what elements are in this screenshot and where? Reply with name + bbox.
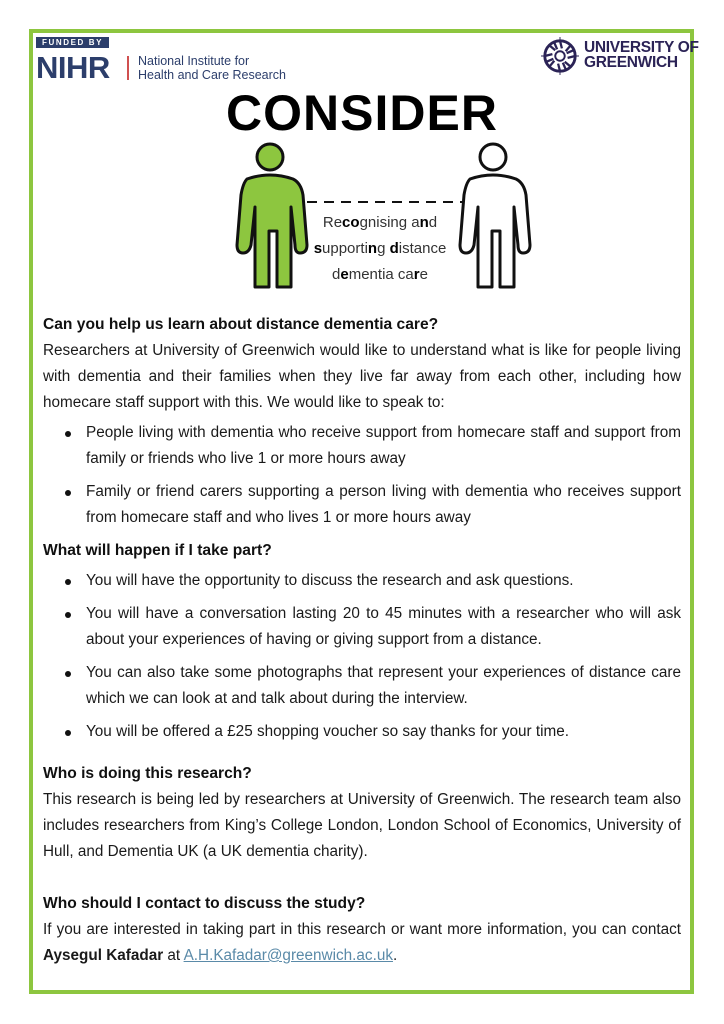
tagline-line3: dementia care	[332, 266, 428, 283]
tagline-line1: Recognising and	[322, 214, 438, 231]
university-line1: UNIVERSITY OF	[584, 39, 699, 56]
section-body: This research is being led by researchers at University of Greenwich. The research team also includes researchers from King’s College London, London School of Economics, University of Hull, and Dementia UK (a UK dementia charity).	[43, 791, 681, 860]
list-item: People living with dementia who receive support from homecare staff and support from family or friends who live 1 or more hours away	[86, 420, 681, 472]
tagline	[290, 210, 470, 288]
list-item: You can also take some photographs that represent your experiences of distance care which we can look at and talk about during the interview.	[86, 660, 681, 712]
content	[43, 312, 681, 969]
university-of-greenwich-logo	[584, 40, 699, 70]
bullet-list	[43, 420, 681, 531]
funded-by-label: FUNDED BY	[36, 37, 109, 48]
list-item: Family or friend carers supporting a person living with dementia who receives support from homecare staff and who lives 1 or more hours away	[86, 479, 681, 531]
list-item: You will have a conversation lasting 20 to 45 minutes with a researcher who will ask about your experiences of having or giving support from a distance.	[86, 601, 681, 653]
contact-name: Aysegul Kafadar	[43, 947, 164, 964]
section-heading: Who is doing this research?	[43, 765, 252, 782]
section-heading: What will happen if I take part?	[43, 542, 272, 559]
list-item: You will have the opportunity to discuss the research and ask questions.	[86, 568, 681, 594]
contact-mid: at	[163, 947, 184, 964]
nihr-full-name	[138, 54, 286, 82]
section-take-part	[43, 538, 681, 745]
university-line2: GREENWICH	[584, 54, 678, 71]
contact-suffix: .	[392, 947, 398, 964]
list-item: You will be offered a £25 shopping voucher so say thanks for your time.	[86, 719, 681, 745]
person-outline-icon	[460, 144, 530, 287]
tagline-line2: supporting distance	[313, 240, 447, 257]
section-who-research	[43, 761, 681, 865]
section-help-us	[43, 312, 681, 531]
consider-title: CONSIDER	[226, 85, 498, 141]
nihr-name-line1: National Institute for	[138, 54, 250, 68]
section-body	[43, 917, 681, 969]
nihr-divider	[127, 56, 129, 80]
contact-prefix: If you are interested in taking part in this research or want more information, you can contact	[43, 921, 681, 938]
email-link[interactable]: A.H.Kafadar@greenwich.ac.uk	[183, 947, 393, 964]
section-heading: Can you help us learn about distance dementia care?	[43, 316, 439, 333]
section-heading: Who should I contact to discuss the study?	[43, 895, 366, 912]
section-body: Researchers at University of Greenwich would like to understand what is like for people living with dementia and their families when they live far away from each other, including how homecare staff support with this. We would like to speak to:	[43, 342, 681, 411]
nihr-name-line2: Health and Care Research	[138, 68, 286, 82]
section-contact	[43, 891, 681, 969]
nihr-logo: NIHR	[36, 50, 110, 85]
compass-rose-icon	[541, 37, 579, 75]
bullet-list	[43, 568, 681, 745]
